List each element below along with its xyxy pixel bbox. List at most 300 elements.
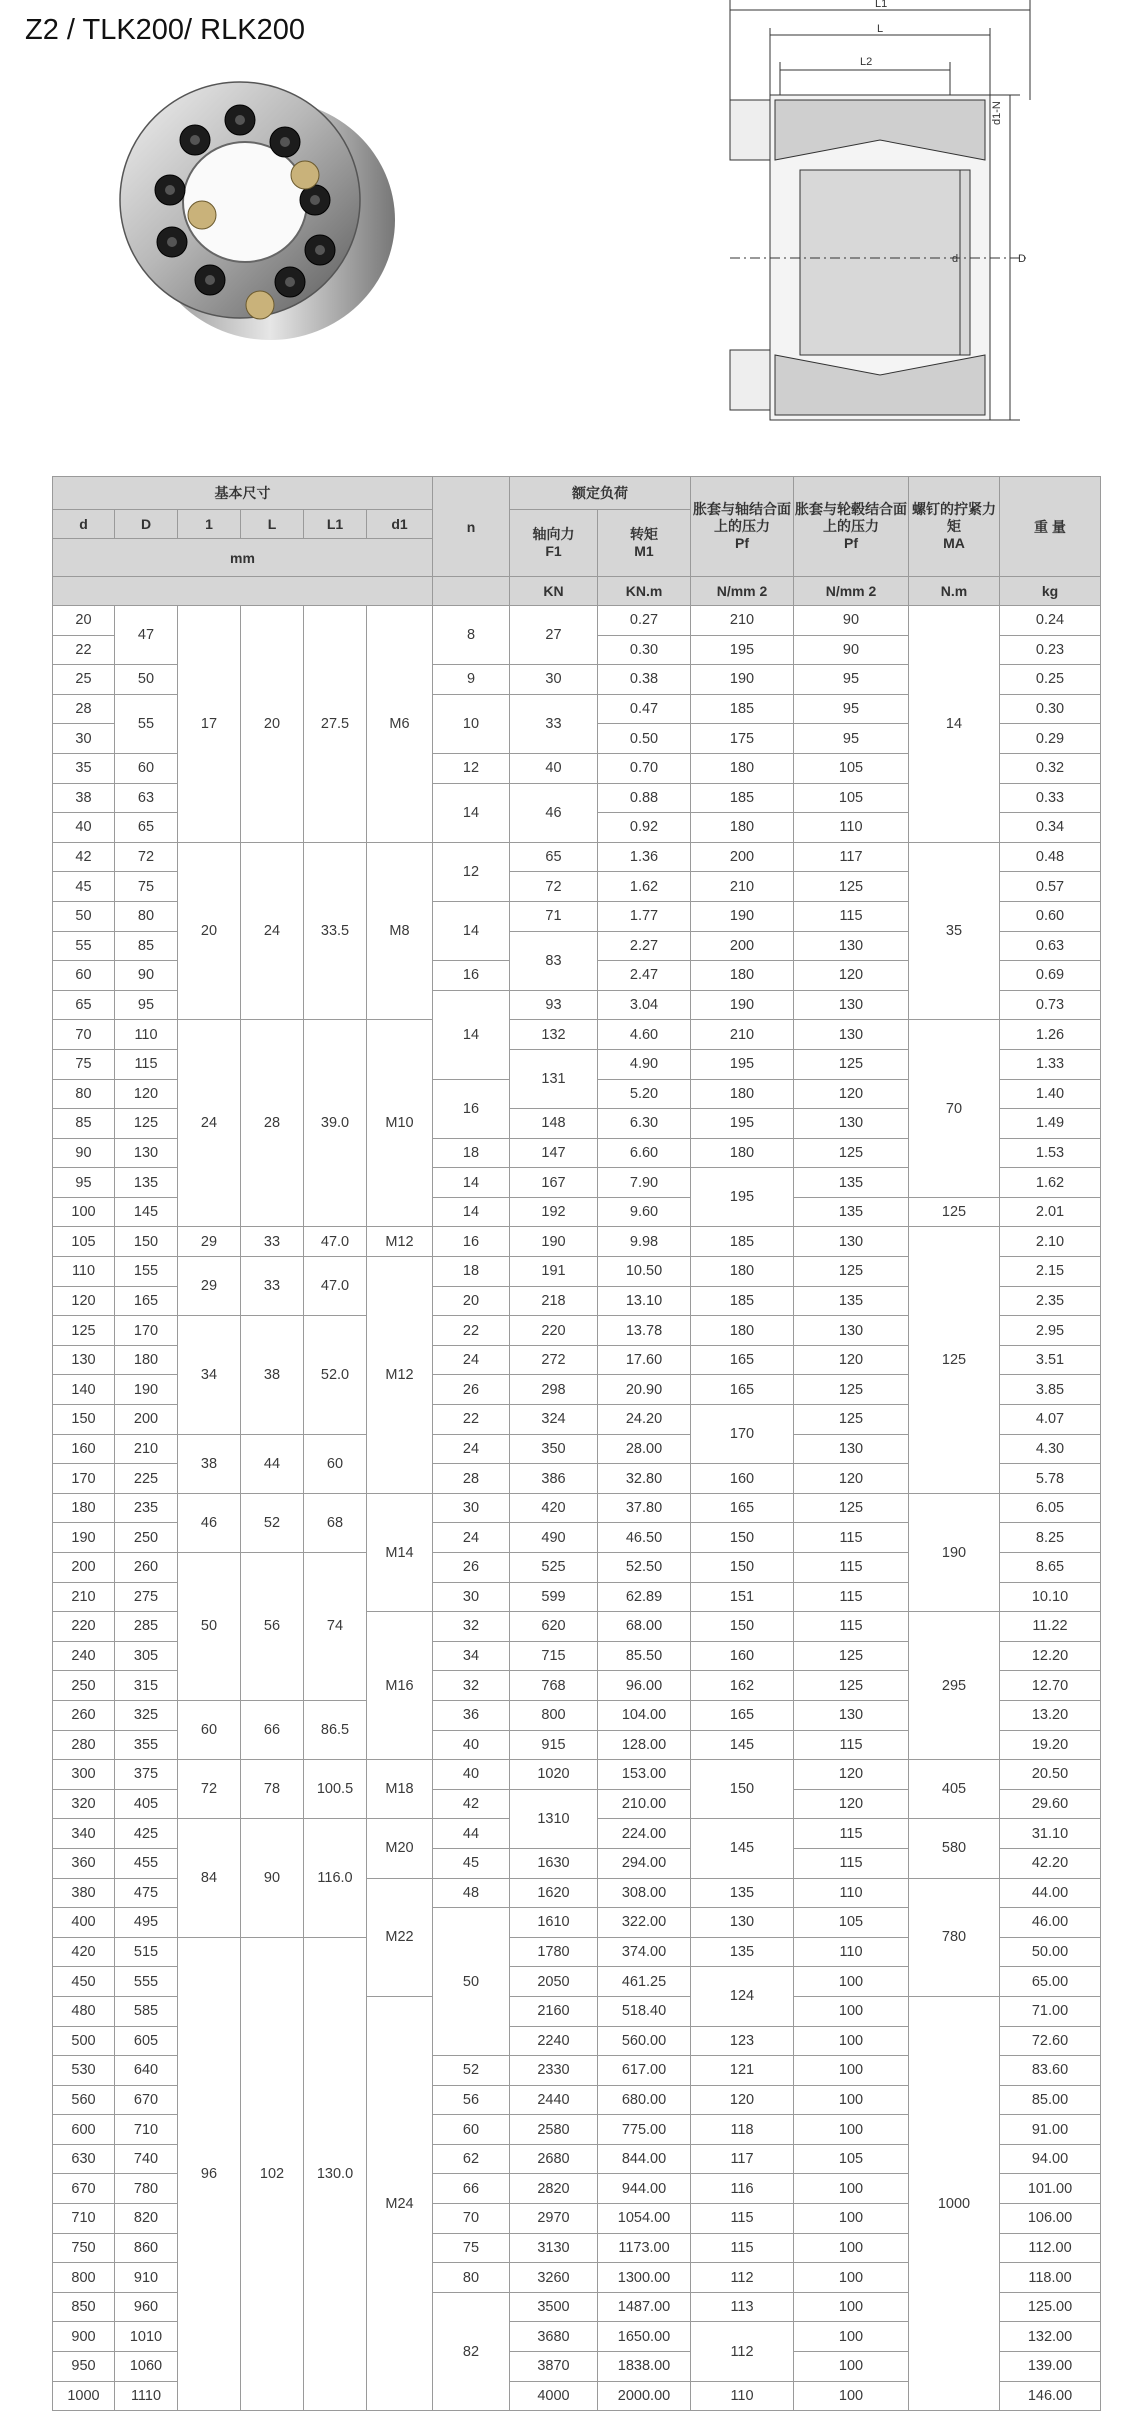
cell-kg: 6.05 <box>1000 1493 1101 1523</box>
cell-m1: 322.00 <box>598 1908 691 1938</box>
cell-pf-hub: 100 <box>794 2056 909 2086</box>
cell-d: 475 <box>115 1878 178 1908</box>
cell-n: 56 <box>433 2085 510 2115</box>
cell-f1: 715 <box>510 1641 598 1671</box>
cell-pf-hub: 100 <box>794 2174 909 2204</box>
cell-l: 33 <box>241 1257 304 1316</box>
cell-pf-hub: 100 <box>794 2263 909 2293</box>
cell-n: 80 <box>433 2263 510 2293</box>
cell-f1: 2820 <box>510 2174 598 2204</box>
cell-pf-hub: 120 <box>794 1345 909 1375</box>
cell-kg: 0.73 <box>1000 990 1101 1020</box>
cell-n: 24 <box>433 1523 510 1553</box>
cell-pf-shaft: 190 <box>691 665 794 695</box>
cell-f1: 2680 <box>510 2144 598 2174</box>
cell-kg: 8.25 <box>1000 1523 1101 1553</box>
cell-f1: 3260 <box>510 2263 598 2293</box>
cell-d: 47 <box>115 606 178 665</box>
cell-pf-hub: 100 <box>794 2322 909 2352</box>
cell-f1: 324 <box>510 1405 598 1435</box>
cell-m1: 20.90 <box>598 1375 691 1405</box>
cell-pf-hub: 120 <box>794 1464 909 1494</box>
cell-m1: 0.92 <box>598 813 691 843</box>
cell-pf-shaft: 175 <box>691 724 794 754</box>
cell-d: 120 <box>115 1079 178 1109</box>
cell-l: 78 <box>241 1760 304 1819</box>
cell-kg: 20.50 <box>1000 1760 1101 1790</box>
cell-pf-shaft: 117 <box>691 2144 794 2174</box>
cell-m1: 68.00 <box>598 1612 691 1642</box>
cell-pf-hub: 115 <box>794 1582 909 1612</box>
cell-kg: 1.33 <box>1000 1049 1101 1079</box>
cell-kg: 31.10 <box>1000 1819 1101 1849</box>
cell-d: 150 <box>115 1227 178 1257</box>
cell-kg: 146.00 <box>1000 2381 1101 2411</box>
cell-kg: 0.63 <box>1000 931 1101 961</box>
cell-n: 40 <box>433 1730 510 1760</box>
cell-f1: 71 <box>510 901 598 931</box>
cell-ma: 125 <box>909 1197 1000 1227</box>
cell-f1: 40 <box>510 753 598 783</box>
cell-d: 55 <box>115 694 178 753</box>
cell-pf-hub: 130 <box>794 1700 909 1730</box>
cell-pf-hub: 105 <box>794 753 909 783</box>
table-row <box>53 1760 1101 1790</box>
cell-pf-shaft: 118 <box>691 2115 794 2145</box>
cell-d: 820 <box>115 2204 178 2234</box>
cell-n: 16 <box>433 1079 510 1138</box>
cell-m1: 0.30 <box>598 635 691 665</box>
cell-pf-shaft: 210 <box>691 606 794 636</box>
cell-d: 480 <box>53 1996 115 2026</box>
cell-n: 18 <box>433 1257 510 1287</box>
cell-d: 190 <box>53 1523 115 1553</box>
cell-l: 20 <box>241 606 304 843</box>
cell-kg: 46.00 <box>1000 1908 1101 1938</box>
cell-d: 25 <box>53 665 115 695</box>
cell-d: 75 <box>115 872 178 902</box>
cell-m1: 4.90 <box>598 1049 691 1079</box>
cell-l: 102 <box>241 1937 304 2411</box>
header-pressure-shaft: 胀套与轴结合面上的压力 Pf <box>691 477 794 577</box>
cell-d: 120 <box>53 1286 115 1316</box>
cell-n: 50 <box>433 1908 510 2056</box>
cell-n: 44 <box>433 1819 510 1849</box>
cell-f1: 272 <box>510 1345 598 1375</box>
cell-pf-shaft: 180 <box>691 1316 794 1346</box>
cell-f1: 386 <box>510 1464 598 1494</box>
header-D: D <box>115 510 178 539</box>
cell-pf-shaft: 150 <box>691 1612 794 1642</box>
cell-m1: 85.50 <box>598 1641 691 1671</box>
cell-m1: 96.00 <box>598 1671 691 1701</box>
cell-l: 72 <box>178 1760 241 1819</box>
cell-m1: 461.25 <box>598 1967 691 1997</box>
cell-l1: 33.5 <box>304 842 367 1020</box>
cell-kg: 83.60 <box>1000 2056 1101 2086</box>
cell-n: 24 <box>433 1345 510 1375</box>
cell-m1: 128.00 <box>598 1730 691 1760</box>
header-axial-force: 轴向力 F1 <box>510 510 598 577</box>
cell-d: 780 <box>115 2174 178 2204</box>
cell-kg: 85.00 <box>1000 2085 1101 2115</box>
cell-kg: 3.85 <box>1000 1375 1101 1405</box>
cell-n: 14 <box>433 990 510 1079</box>
cell-f1: 298 <box>510 1375 598 1405</box>
cell-kg: 42.20 <box>1000 1848 1101 1878</box>
cell-d: 50 <box>53 901 115 931</box>
cell-m1: 52.50 <box>598 1553 691 1583</box>
cell-pf-shaft: 151 <box>691 1582 794 1612</box>
header-unit-nm: N.m <box>909 577 1000 606</box>
cell-pf-hub: 100 <box>794 2204 909 2234</box>
cell-kg: 65.00 <box>1000 1967 1101 1997</box>
cell-pf-hub: 130 <box>794 1020 909 1050</box>
cell-f1: 2160 <box>510 1996 598 2026</box>
cell-n: 75 <box>433 2233 510 2263</box>
cell-n: 62 <box>433 2144 510 2174</box>
header-rated-load: 额定负荷 <box>510 477 691 510</box>
cell-f1: 800 <box>510 1700 598 1730</box>
header-d1: d1 <box>367 510 433 539</box>
cell-f1: 1020 <box>510 1760 598 1790</box>
cell-kg: 3.51 <box>1000 1345 1101 1375</box>
cell-l: 60 <box>178 1700 241 1759</box>
header-unit-mm: mm <box>53 539 433 577</box>
cell-pf-hub: 135 <box>794 1168 909 1198</box>
header-unit-blank <box>53 577 433 606</box>
cell-m1: 944.00 <box>598 2174 691 2204</box>
cell-d: 280 <box>53 1730 115 1760</box>
cell-kg: 0.29 <box>1000 724 1101 754</box>
cell-kg: 12.70 <box>1000 1671 1101 1701</box>
header-basic-dims: 基本尺寸 <box>53 477 433 510</box>
cell-kg: 0.24 <box>1000 606 1101 636</box>
cell-m1: 104.00 <box>598 1700 691 1730</box>
cell-pf-shaft: 185 <box>691 1227 794 1257</box>
cell-d: 180 <box>115 1345 178 1375</box>
cell-d: 90 <box>115 961 178 991</box>
cell-f1: 131 <box>510 1049 598 1108</box>
cell-d: 55 <box>53 931 115 961</box>
cell-pf-hub: 120 <box>794 961 909 991</box>
cell-m1: 9.60 <box>598 1197 691 1227</box>
cell-d: 50 <box>115 665 178 695</box>
cell-n: 16 <box>433 1227 510 1257</box>
cell-m1: 9.98 <box>598 1227 691 1257</box>
cell-d: 240 <box>53 1641 115 1671</box>
cell-l: 90 <box>241 1819 304 1937</box>
cell-pf-hub: 110 <box>794 1878 909 1908</box>
cell-m1: 24.20 <box>598 1405 691 1435</box>
cell-pf-shaft: 116 <box>691 2174 794 2204</box>
cell-kg: 94.00 <box>1000 2144 1101 2174</box>
cell-f1: 72 <box>510 872 598 902</box>
cell-l: 20 <box>178 842 241 1020</box>
cell-d: 1010 <box>115 2322 178 2352</box>
cell-d: 260 <box>53 1700 115 1730</box>
cell-pf-shaft: 180 <box>691 961 794 991</box>
cell-d: 28 <box>53 694 115 724</box>
cell-m1: 1.77 <box>598 901 691 931</box>
cell-d: 455 <box>115 1848 178 1878</box>
cell-l: 38 <box>241 1316 304 1434</box>
cell-m1: 1173.00 <box>598 2233 691 2263</box>
dim-d-label: d <box>952 253 959 265</box>
table-row <box>53 1020 1101 1050</box>
cell-d: 90 <box>53 1138 115 1168</box>
cell-kg: 0.60 <box>1000 901 1101 931</box>
cell-d1: M24 <box>367 1996 433 2410</box>
cell-m1: 0.70 <box>598 753 691 783</box>
cell-kg: 112.00 <box>1000 2233 1101 2263</box>
cell-pf-shaft: 162 <box>691 1671 794 1701</box>
cell-l1: 60 <box>304 1434 367 1493</box>
cell-d: 65 <box>115 813 178 843</box>
cell-d: 70 <box>53 1020 115 1050</box>
cell-pf-hub: 120 <box>794 1760 909 1790</box>
cell-d: 125 <box>115 1109 178 1139</box>
cell-d: 80 <box>115 901 178 931</box>
cell-d: 115 <box>115 1049 178 1079</box>
cell-m1: 28.00 <box>598 1434 691 1464</box>
cell-d: 910 <box>115 2263 178 2293</box>
cell-n: 22 <box>433 1316 510 1346</box>
cell-pf-hub: 125 <box>794 1138 909 1168</box>
cell-kg: 2.95 <box>1000 1316 1101 1346</box>
cell-d: 145 <box>115 1197 178 1227</box>
cell-f1: 420 <box>510 1493 598 1523</box>
cell-ma: 1000 <box>909 1996 1000 2410</box>
cell-d: 355 <box>115 1730 178 1760</box>
cell-d: 585 <box>115 1996 178 2026</box>
cell-d: 360 <box>53 1848 115 1878</box>
cell-kg: 2.15 <box>1000 1257 1101 1287</box>
cell-kg: 0.33 <box>1000 783 1101 813</box>
cell-pf-hub: 117 <box>794 842 909 872</box>
cell-pf-shaft: 160 <box>691 1464 794 1494</box>
cell-m1: 775.00 <box>598 2115 691 2145</box>
cell-pf-hub: 115 <box>794 1848 909 1878</box>
cell-pf-hub: 110 <box>794 813 909 843</box>
cell-m1: 0.47 <box>598 694 691 724</box>
cell-d: 560 <box>53 2085 115 2115</box>
cell-d: 200 <box>115 1405 178 1435</box>
cell-ma: 35 <box>909 842 1000 1020</box>
cell-pf-hub: 125 <box>794 1671 909 1701</box>
cell-m1: 37.80 <box>598 1493 691 1523</box>
cell-pf-hub: 125 <box>794 872 909 902</box>
table-row <box>53 1227 1101 1257</box>
cell-pf-hub: 130 <box>794 990 909 1020</box>
header-weight: 重 量 <box>1000 477 1101 577</box>
cell-d: 38 <box>53 783 115 813</box>
cell-d: 950 <box>53 2352 115 2382</box>
cell-d: 60 <box>115 753 178 783</box>
cell-d: 72 <box>115 842 178 872</box>
cell-f1: 2970 <box>510 2204 598 2234</box>
cell-n: 20 <box>433 1286 510 1316</box>
cell-pf-shaft: 112 <box>691 2322 794 2381</box>
cell-n: 60 <box>433 2115 510 2145</box>
cell-d: 670 <box>115 2085 178 2115</box>
cell-pf-hub: 100 <box>794 2115 909 2145</box>
cell-d: 165 <box>115 1286 178 1316</box>
cell-l1: 47.0 <box>304 1227 367 1257</box>
cell-pf-hub: 130 <box>794 1227 909 1257</box>
cell-pf-shaft: 190 <box>691 990 794 1020</box>
cell-pf-shaft: 195 <box>691 1109 794 1139</box>
cell-m1: 1.62 <box>598 872 691 902</box>
cell-n: 48 <box>433 1878 510 1908</box>
cell-kg: 1.62 <box>1000 1168 1101 1198</box>
cell-d: 63 <box>115 783 178 813</box>
cell-m1: 1650.00 <box>598 2322 691 2352</box>
cell-n: 45 <box>433 1848 510 1878</box>
cell-kg: 10.10 <box>1000 1582 1101 1612</box>
cell-pf-hub: 105 <box>794 783 909 813</box>
cell-f1: 218 <box>510 1286 598 1316</box>
cell-pf-shaft: 135 <box>691 1937 794 1967</box>
cell-pf-hub: 130 <box>794 1316 909 1346</box>
cell-l1: 47.0 <box>304 1257 367 1316</box>
cell-f1: 192 <box>510 1197 598 1227</box>
cell-d1: M20 <box>367 1819 433 1878</box>
cell-kg: 0.32 <box>1000 753 1101 783</box>
cell-f1: 1610 <box>510 1908 598 1938</box>
cell-m1: 0.88 <box>598 783 691 813</box>
cell-pf-hub: 110 <box>794 1937 909 1967</box>
cell-kg: 19.20 <box>1000 1730 1101 1760</box>
cell-pf-hub: 115 <box>794 1819 909 1849</box>
cell-d: 210 <box>53 1582 115 1612</box>
cell-d: 95 <box>115 990 178 1020</box>
cell-m1: 6.30 <box>598 1109 691 1139</box>
cell-d: 95 <box>53 1168 115 1198</box>
cell-d: 640 <box>115 2056 178 2086</box>
cell-pf-hub: 125 <box>794 1405 909 1435</box>
cell-m1: 294.00 <box>598 1848 691 1878</box>
cell-l: 46 <box>178 1493 241 1552</box>
cell-f1: 3130 <box>510 2233 598 2263</box>
cell-f1: 33 <box>510 694 598 753</box>
cell-m1: 2.27 <box>598 931 691 961</box>
cell-kg: 0.25 <box>1000 665 1101 695</box>
cell-n: 82 <box>433 2292 510 2410</box>
cell-f1: 65 <box>510 842 598 872</box>
cell-f1: 132 <box>510 1020 598 1050</box>
cell-m1: 153.00 <box>598 1760 691 1790</box>
cell-pf-hub: 130 <box>794 931 909 961</box>
cell-m1: 518.40 <box>598 1996 691 2026</box>
cell-m1: 0.38 <box>598 665 691 695</box>
cell-n: 42 <box>433 1789 510 1819</box>
cell-pf-hub: 120 <box>794 1079 909 1109</box>
cell-d: 35 <box>53 753 115 783</box>
cell-d1: M14 <box>367 1493 433 1611</box>
cell-l1: 74 <box>304 1553 367 1701</box>
cell-pf-shaft: 210 <box>691 1020 794 1050</box>
cell-f1: 1310 <box>510 1789 598 1848</box>
cell-ma: 14 <box>909 606 1000 843</box>
header-pressure-hub: 胀套与轮毂结合面上的压力 Pf <box>794 477 909 577</box>
cell-f1: 83 <box>510 931 598 990</box>
cell-d: 740 <box>115 2144 178 2174</box>
cell-d1: M10 <box>367 1020 433 1227</box>
cell-pf-hub: 130 <box>794 1109 909 1139</box>
cell-m1: 1838.00 <box>598 2352 691 2382</box>
cell-f1: 148 <box>510 1109 598 1139</box>
cell-l1: 52.0 <box>304 1316 367 1434</box>
cell-pf-hub: 100 <box>794 2026 909 2056</box>
cell-pf-hub: 100 <box>794 2085 909 2115</box>
cell-ma: 780 <box>909 1878 1000 1996</box>
cell-n: 10 <box>433 694 510 753</box>
cell-pf-shaft: 150 <box>691 1553 794 1583</box>
cell-d: 170 <box>115 1316 178 1346</box>
cell-d: 405 <box>115 1789 178 1819</box>
cell-n: 52 <box>433 2056 510 2086</box>
cell-d: 1110 <box>115 2381 178 2411</box>
cell-l: 17 <box>178 606 241 843</box>
header-unit-mpa: N/mm 2 <box>691 577 794 606</box>
cell-m1: 560.00 <box>598 2026 691 2056</box>
cell-f1: 2580 <box>510 2115 598 2145</box>
cell-d: 22 <box>53 635 115 665</box>
table-row <box>53 842 1101 872</box>
cell-kg: 106.00 <box>1000 2204 1101 2234</box>
cell-f1: 27 <box>510 606 598 665</box>
cell-d: 375 <box>115 1760 178 1790</box>
cell-n: 32 <box>433 1612 510 1642</box>
header-unit-kn: KN <box>510 577 598 606</box>
cell-kg: 118.00 <box>1000 2263 1101 2293</box>
cell-f1: 2330 <box>510 2056 598 2086</box>
cell-l: 28 <box>241 1020 304 1227</box>
cell-l1: 116.0 <box>304 1819 367 1937</box>
cell-pf-shaft: 195 <box>691 635 794 665</box>
cell-l1: 100.5 <box>304 1760 367 1819</box>
cell-d: 100 <box>53 1197 115 1227</box>
cell-pf-shaft: 180 <box>691 1138 794 1168</box>
cell-d: 325 <box>115 1700 178 1730</box>
page-title: Z2 / TLK200/ RLK200 <box>25 14 305 46</box>
cell-d: 340 <box>53 1819 115 1849</box>
cell-d: 135 <box>115 1168 178 1198</box>
cell-m1: 224.00 <box>598 1819 691 1849</box>
cell-m1: 1.36 <box>598 842 691 872</box>
spec-table-body <box>53 606 1101 2411</box>
header-torque: 转矩 M1 <box>598 510 691 577</box>
cell-pf-hub: 100 <box>794 1996 909 2026</box>
cell-kg: 0.30 <box>1000 694 1101 724</box>
cell-n: 30 <box>433 1493 510 1523</box>
cell-pf-hub: 105 <box>794 2144 909 2174</box>
cell-f1: 220 <box>510 1316 598 1346</box>
cell-d: 260 <box>115 1553 178 1583</box>
cell-pf-hub: 100 <box>794 2292 909 2322</box>
cell-d: 300 <box>53 1760 115 1790</box>
cell-pf-hub: 135 <box>794 1286 909 1316</box>
cell-d: 450 <box>53 1967 115 1997</box>
cell-kg: 2.01 <box>1000 1197 1101 1227</box>
cell-f1: 525 <box>510 1553 598 1583</box>
cell-kg: 5.78 <box>1000 1464 1101 1494</box>
cell-pf-hub: 95 <box>794 665 909 695</box>
cell-kg: 12.20 <box>1000 1641 1101 1671</box>
cell-pf-hub: 120 <box>794 1789 909 1819</box>
cell-d: 670 <box>53 2174 115 2204</box>
